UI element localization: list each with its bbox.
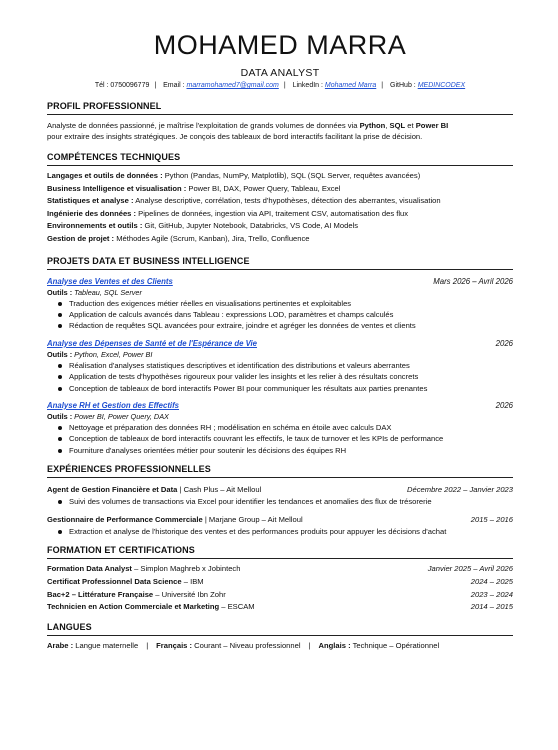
skill-label: Langages et outils de données : [47,171,163,180]
formation-name-org [47,589,226,602]
project-title-link[interactable]: Analyse des Ventes et des Clients [47,276,173,286]
project-title-link[interactable]: Analyse des Dépenses de Santé et de l'Espérance de Vie [47,338,258,348]
skill-label: Gestion de projet : [47,233,115,243]
email-label: Email : [163,82,185,89]
skill-label: Environnements et outils : [47,221,143,231]
experience-company: | Marjane Group – Ait Melloul [202,514,303,524]
candidate-role: DATA ANALYST [240,67,320,79]
formation-section-title: FORMATION ET CERTIFICATIONS [47,545,513,559]
experience-date: Décembre 2022 – Janvier 2023 [407,485,513,495]
experience-company: | Cash Plus – Ait Melloul [177,485,262,495]
formation-name-org [47,576,204,589]
formation-row [47,601,513,614]
experience-header [47,514,513,526]
formation-org: – Simplon Maghreb x Jobintech [131,564,241,574]
bullet-item: Rédaction de requêtes SQL avancées pour extraire, joindre et agréger les données de ventes et clients [47,320,513,331]
profile-keyword: Python [359,121,386,130]
formation-date: 2023 – 2024 [470,589,513,599]
profile-text-part: pour extraire des insights stratégiques. Je conçois des tableaux de bord interactifs facilitant la prise de décision. [47,132,423,141]
skill-label: Ingénierie des données : [47,208,137,218]
project-title-link[interactable]: Analyse RH et Gestion des Effectifs [47,401,180,410]
experience-section-title: EXPÉRIENCES PROFESSIONNELLES [47,464,513,478]
formation-date: Janvier 2025 – Avril 2026 [427,564,513,574]
experience-header [47,484,513,496]
project-date: 2026 [495,338,513,348]
projects-section-title: PROJETS DATA ET BUSINESS INTELLIGENCE [47,256,513,270]
bullet-item: Réalisation d'analyses statistiques descriptives et identification des distributions et valeurs aberrantes [47,360,513,371]
email-link[interactable]: marramohamed7@gmail.com [186,82,279,89]
phone-text: Tél : 0750096779 [94,82,150,89]
skill-line [47,170,513,183]
skill-line [47,220,513,233]
formation-org: – ESCAM [219,602,255,612]
profile-keyword: Power BI [415,121,449,130]
experience-date: 2015 – 2016 [470,514,513,524]
experience-list [47,484,513,537]
project-date: 2026 [495,401,513,410]
project-tools [47,349,513,360]
skill-value: Méthodes Agile (Scrum, Kanban), Jira, Trello, Confluence [114,233,310,243]
github-link[interactable]: MEDINCODEX [417,82,466,89]
bullet-item: Conception de tableaux de bord interactifs Power BI pour communiquer les résultats aux parties prenantes [47,383,513,394]
bullet-item: Fourniture d'analyses orientées métier pour soutenir les décisions des équipes RH [47,445,513,456]
languages-section-title: LANGUES [47,622,513,636]
project-header [47,276,513,287]
github-label: GitHub : [390,82,416,89]
skill-value: Python (Pandas, NumPy, Matplotlib), SQL (SQL Server, requêtes avancées) [162,171,421,180]
profile-text-part: et [405,121,416,130]
formation-row [47,589,513,602]
project-date: Mars 2026 – Avril 2026 [433,276,513,286]
experience-role-company [47,484,261,496]
skill-value: Power BI, DAX, Power Query, Tableau, Excel [186,183,341,193]
language-label: Français : [156,641,193,651]
formation-org: – Université Ibn Zohr [153,589,226,599]
project-bullets [47,360,513,394]
profile-text-part: , [385,121,390,130]
separator: | [308,641,311,651]
linkedin-label: LinkedIn : [292,82,323,89]
formation-list [47,563,513,614]
language-label: Arabe : [47,641,74,651]
profile-summary [47,120,513,142]
formation-row [47,563,513,576]
project-item [47,400,513,456]
project-bullets [47,298,513,332]
project-bullets [47,422,513,456]
formation-name-org [47,601,255,614]
project-item [47,276,513,332]
skills-section-title: COMPÉTENCES TECHNIQUES [47,152,513,166]
skill-label: Statistiques et analyse : [47,196,134,206]
candidate-name: MOHAMED MARRA [153,30,407,60]
skill-label: Business Intelligence et visualisation : [47,183,187,193]
profile-section-title: PROFIL PROFESSIONNEL [47,101,513,115]
formation-name-org [47,563,240,576]
linkedin-link[interactable]: Mohamed Marra [324,82,377,89]
tools-label: Outils : [47,287,73,297]
bullet-item: Conception de tableaux de bord interactifs couvrant les effectifs, le taux de turnover et les KPIs de performance [47,433,513,444]
contact-line: Tél : 0750096779 | Email : marramohamed7@gmail.com | LinkedIn : Mohamed Marra | GitHub : MEDINCODEX [94,82,466,89]
formation-name: Certificat Professionnel Data Science [47,576,182,586]
skill-line [47,183,513,196]
tools-value: Power BI, Power Query, DAX [72,412,169,421]
formation-name: Technicien en Action Commerciale et Marketing [47,602,220,612]
skill-line [47,208,513,221]
skill-value: Analyse descriptive, corrélation, tests d'hypothèses, détection des aberrantes, visualisation [133,196,441,206]
experience-item [47,484,513,507]
profile-text-part: Analyste de données passionné, je maîtrise l'exploitation de grands volumes de données via [47,121,360,130]
experience-role: Gestionnaire de Performance Commerciale [47,514,203,524]
skill-line [47,195,513,208]
formation-date: 2014 – 2015 [470,602,513,612]
tools-label: Outils : [47,412,73,421]
projects-list [47,276,513,457]
project-tools [47,411,513,422]
languages-list [47,641,513,650]
formation-org: – IBM [181,576,204,586]
formation-name: Formation Data Analyst [47,564,132,574]
language-label: Anglais : [318,641,351,651]
skill-value: Git, GitHub, Jupyter Notebook, Databricks, VS Code, AI Models [142,221,359,231]
tools-label: Outils : [47,349,73,359]
language-level: Langue maternelle [73,641,139,651]
bullet-item: Traduction des exigences métier réelles en visualisations pertinentes et exploitables [47,298,513,309]
skills-list [47,170,513,246]
formation-row [47,576,513,589]
resume-page [47,0,513,650]
project-tools [47,287,513,298]
profile-keyword: SQL [389,121,406,130]
experience-role: Agent de Gestion Financière et Data [47,485,178,495]
language-level: Courant – Niveau professionnel [192,641,301,651]
tools-value: Python, Excel, Power BI [72,349,153,359]
language-level: Technique – Opérationnel [350,641,440,651]
tools-value: Tableau, SQL Server [72,287,142,297]
experience-bullets [47,496,513,507]
bullet-item: Application de calculs avancés dans Tableau : expressions LOD, paramètres et champs calculés [47,309,513,320]
bullet-item: Suivi des volumes de transactions via Excel pour identifier les tendances et anomalies des flux de trésorerie [47,496,513,507]
bullet-item: Nettoyage et préparation des données RH ; modélisation en schéma en étoile avec calculs DAX [47,422,513,433]
bullet-item: Application de tests d'hypothèses rigoureux pour valider les insights et les relier à des résultats concrets [47,371,513,382]
skill-value: Pipelines de données, ingestion via API, traitement CSV, automatisation des flux [136,208,409,218]
project-header [47,338,513,349]
experience-item [47,514,513,537]
formation-name: Bac+2 – Littérature Française [47,589,154,599]
skill-line [47,233,513,246]
formation-date: 2024 – 2025 [470,576,513,586]
bullet-item: Extraction et analyse de l'historique des ventes et des performances produits pour appuyer les décisions d'achat [47,526,513,537]
separator: | [146,641,149,651]
experience-role-company [47,514,303,526]
project-item [47,338,513,394]
project-header [47,400,513,411]
experience-bullets [47,526,513,537]
